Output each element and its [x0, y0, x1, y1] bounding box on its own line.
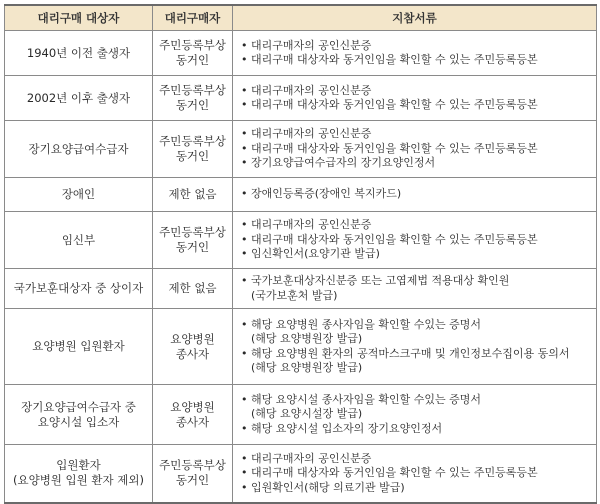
doc-item [241, 218, 592, 233]
bullet-icon: • [241, 156, 248, 170]
doc-item [241, 127, 592, 142]
agent-cell [153, 212, 233, 269]
doc-item [241, 407, 592, 422]
doc-text: 대리구매자의 공인신분증 [251, 451, 372, 465]
target-cell [5, 212, 153, 269]
doc-text: 해당 요양시설 입소자의 장기요양인정서 [251, 421, 443, 435]
table-row [5, 121, 597, 178]
agent-text: 요양병원 [170, 399, 215, 414]
table-row [5, 309, 597, 385]
bullet-icon: • [241, 317, 248, 331]
bullet-icon: • [241, 392, 248, 406]
bullet-icon: • [241, 38, 248, 52]
docs-cell [233, 212, 597, 269]
target-cell [5, 178, 153, 212]
doc-item [241, 289, 592, 304]
target-cell [5, 31, 153, 76]
target-text: 장기요양급여수급자 중 [21, 399, 136, 414]
agent-text: 종사자 [175, 346, 210, 361]
doc-item [241, 39, 592, 54]
agent-cell [153, 309, 233, 385]
header-target: 대리구매 대상자 [5, 5, 153, 31]
doc-text: 대리구매 대상자와 동거인임을 확인할 수 있는 주민등록등본 [251, 141, 538, 155]
bullet-icon: • [241, 127, 248, 141]
bullet-icon: • [241, 232, 248, 246]
doc-item [241, 84, 592, 99]
doc-text: 대리구매자의 공인신분증 [251, 218, 372, 232]
agent-cell [153, 385, 233, 445]
doc-item [241, 233, 592, 248]
bullet-icon: • [241, 274, 248, 287]
agent-text: 주민등록부상 [159, 134, 226, 148]
doc-item [241, 481, 592, 496]
bullet-icon: • [241, 141, 248, 155]
bullet-icon: • [241, 466, 248, 479]
agent-text: 주민등록부상 [159, 38, 226, 52]
target-cell [5, 309, 153, 385]
doc-text: 대리구매 대상자와 동거인임을 확인할 수 있는 주민등록등본 [251, 466, 538, 479]
docs-cell [233, 445, 597, 503]
doc-text: 대리구매자의 공인신분증 [251, 83, 372, 97]
doc-item [241, 142, 592, 157]
bullet-icon: • [241, 451, 248, 465]
doc-item [241, 347, 592, 362]
header-agent: 대리구매자 [153, 5, 233, 31]
target-text: 요양시설 입소자 [37, 414, 120, 429]
doc-text: (해당 요양병원장 발급) [251, 361, 363, 374]
doc-text: 임신확인서(요양기관 발급) [251, 247, 380, 261]
table-row [5, 385, 597, 445]
agent-text: 요양병원 [170, 331, 215, 346]
bullet-icon: • [241, 53, 248, 66]
doc-item [241, 156, 592, 171]
doc-item [241, 98, 592, 113]
header-row [5, 5, 597, 31]
doc-item [241, 274, 592, 289]
docs-cell [233, 385, 597, 445]
agent-text: 제한 없음 [168, 187, 217, 201]
agent-text: 동거인 [175, 473, 210, 488]
table-row [5, 269, 597, 309]
doc-text: 국가보훈대상자신분증 또는 고엽제법 적용대상 확인원 [251, 274, 510, 287]
doc-item [241, 452, 592, 467]
bullet-icon: • [241, 218, 248, 232]
doc-text: 대리구매 대상자와 동거인임을 확인할 수 있는 주민등록등본 [251, 53, 538, 66]
agent-text: 종사자 [175, 414, 210, 429]
table-row [5, 178, 597, 212]
doc-text: 대리구매 대상자와 동거인임을 확인할 수 있는 주민등록등본 [251, 232, 538, 246]
agent-text: 동거인 [175, 240, 210, 254]
agent-text: 주민등록부상 [159, 225, 226, 239]
target-text: 장애인 [61, 187, 96, 201]
doc-text: 입원확인서(해당 의료기관 발급) [251, 480, 405, 494]
agent-text: 주민등록부상 [159, 83, 226, 97]
doc-item [241, 393, 592, 408]
bullet-icon: • [241, 247, 248, 261]
target-cell [5, 385, 153, 445]
agent-cell [153, 121, 233, 178]
doc-item [241, 361, 592, 376]
agent-text: 동거인 [175, 98, 210, 112]
doc-item [241, 422, 592, 437]
docs-cell [233, 178, 597, 212]
bullet-icon: • [241, 83, 248, 97]
doc-text: 해당 요양시설 종사자임을 확인할 수있는 증명서 [251, 392, 482, 406]
target-cell [5, 269, 153, 309]
table-row [5, 212, 597, 269]
table-row [5, 76, 597, 121]
doc-text: (해당 요양시설장 발급) [251, 407, 363, 421]
agent-cell [153, 445, 233, 503]
bullet-icon: • [241, 187, 248, 201]
doc-text: 대리구매자의 공인신분증 [251, 38, 372, 52]
target-text: 1940년 이전 출생자 [26, 45, 131, 60]
agent-text: 동거인 [175, 53, 210, 67]
doc-item [241, 332, 592, 347]
bullet-icon: • [241, 98, 248, 111]
doc-text: 해당 요양병원 환자의 공적마스크구매 및 개인정보수집이용 동의서 [251, 346, 570, 360]
target-text: 임신부 [61, 232, 96, 247]
docs-cell [233, 269, 597, 309]
table-row [5, 31, 597, 76]
target-cell [5, 445, 153, 503]
table-row [5, 445, 597, 503]
doc-text: 해당 요양병원 종사자임을 확인할 수있는 증명서 [251, 317, 482, 331]
agent-cell [153, 31, 233, 76]
proxy-purchase-table [4, 4, 597, 504]
docs-cell [233, 309, 597, 385]
doc-text: 장애인등록증(장애인 복지카드) [251, 187, 402, 201]
doc-item [241, 247, 592, 262]
header-docs: 지참서류 [233, 5, 597, 31]
target-text: 국가보훈대상자 중 상이자 [13, 281, 144, 295]
doc-item [241, 53, 592, 68]
bullet-icon: • [241, 480, 248, 494]
doc-text: 대리구매자의 공인신분증 [251, 127, 372, 141]
table-body [5, 31, 597, 503]
agent-cell [153, 178, 233, 212]
target-text: (요양병원 입원 환자 제외) [12, 473, 145, 488]
docs-cell [233, 76, 597, 121]
target-cell [5, 76, 153, 121]
doc-text: (국가보훈처 발급) [251, 288, 338, 302]
doc-text: (해당 요양병원장 발급) [251, 332, 363, 345]
doc-item [241, 187, 592, 202]
doc-item [241, 318, 592, 333]
bullet-icon: • [241, 346, 248, 360]
bullet-icon: • [241, 421, 248, 435]
doc-item [241, 466, 592, 481]
target-text: 2002년 이후 출생자 [26, 90, 131, 105]
doc-text: 대리구매 대상자와 동거인임을 확인할 수 있는 주민등록등본 [251, 98, 538, 111]
agent-cell [153, 76, 233, 121]
target-cell [5, 121, 153, 178]
target-text: 요양병원 입원환자 [32, 339, 125, 353]
agent-cell [153, 269, 233, 309]
agent-text: 동거인 [175, 149, 210, 163]
agent-text: 주민등록부상 [159, 458, 226, 473]
target-text: 장기요양급여수급자 [28, 141, 129, 156]
docs-cell [233, 121, 597, 178]
docs-cell [233, 31, 597, 76]
agent-text: 제한 없음 [168, 281, 217, 295]
doc-text: 장기요양급여수급자의 장기요양인정서 [251, 156, 436, 170]
target-text: 입원환자 [56, 458, 101, 473]
